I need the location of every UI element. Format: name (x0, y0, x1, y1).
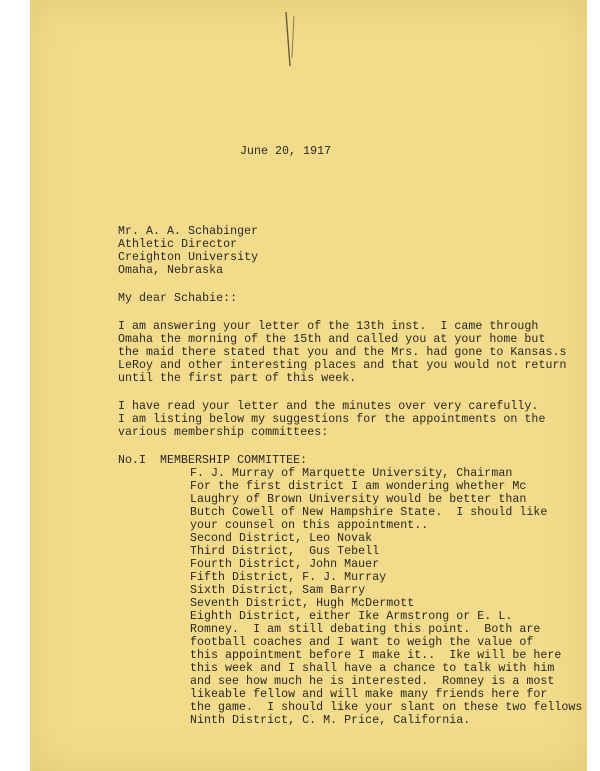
committee-line-1: F. J. Murray of Marquette University, Chairman (190, 467, 513, 480)
committee-line-11: Seventh District, Hugh McDermott (190, 597, 415, 610)
committee-title: MEMBERSHIP COMMITTEE: (160, 454, 308, 467)
address-line-3: Creighton University (118, 251, 259, 264)
committee-line-2: For the first district I am wondering whether Mc (190, 480, 527, 493)
paragraph2-line-3: various membership committees: (118, 426, 329, 439)
address-line-1: Mr. A. A. Schabinger (118, 225, 259, 238)
committee-line-3: Laughry of Brown University would be better than (190, 493, 527, 506)
committee-line-19: the game. I should like your slant on these two fellows (190, 701, 583, 714)
paragraph1-line-4: LeRoy and other interesting places and that you would not return (118, 359, 567, 372)
address-line-2: Athletic Director (118, 238, 238, 251)
committee-line-13: Romney. I am still debating this point. Both are (190, 623, 541, 636)
committee-line-12: Eighth District, either Ike Armstrong or E. L. (190, 610, 513, 623)
paragraph2-line-2: I am listing below my suggestions for the appointments on the (118, 413, 546, 426)
committee-line-14: football coaches and I want to weigh the value of (190, 636, 534, 649)
paragraph1-line-5: until the first part of this week. (118, 372, 357, 385)
committee-line-18: likeable fellow and will make many friends here for (190, 688, 548, 701)
letter-paper (30, 0, 587, 771)
paragraph2-line-1: I have read your letter and the minutes over very carefully. (118, 400, 539, 413)
committee-line-10: Sixth District, Sam Barry (190, 584, 366, 597)
salutation: My dear Schabie:: (118, 292, 238, 305)
committee-line-9: Fifth District, F. J. Murray (190, 571, 387, 584)
committee-line-8: Fourth District, John Mauer (190, 558, 380, 571)
staple-mark-icon (280, 10, 300, 68)
committee-line-17: and see how much he is interested. Romney is a most (190, 675, 555, 688)
committee-number: No.I (118, 454, 147, 467)
letter-date: June 20, 1917 (240, 145, 332, 158)
committee-line-20: Ninth District, C. M. Price, California. (190, 714, 471, 727)
paragraph1-line-3: the maid there stated that you and the Mrs. had gone to Kansas.s (118, 346, 567, 359)
paragraph1-line-1: I am answering your letter of the 13th inst. I came through (118, 320, 539, 333)
committee-line-5: your counsel on this appointment.. (190, 519, 429, 532)
committee-line-6: Second District, Leo Novak (190, 532, 373, 545)
committee-line-15: this appointment before I make it.. Ike will be here (190, 649, 562, 662)
committee-line-4: Butch Cowell of New Hampshire State. I should like (190, 506, 548, 519)
paragraph1-line-2: Omaha the morning of the 15th and called you at your home but (118, 333, 546, 346)
address-line-4: Omaha, Nebraska (118, 264, 224, 277)
committee-line-7: Third District, Gus Tebell (190, 545, 380, 558)
committee-line-16: this week and I shall have a chance to talk with him (190, 662, 555, 675)
